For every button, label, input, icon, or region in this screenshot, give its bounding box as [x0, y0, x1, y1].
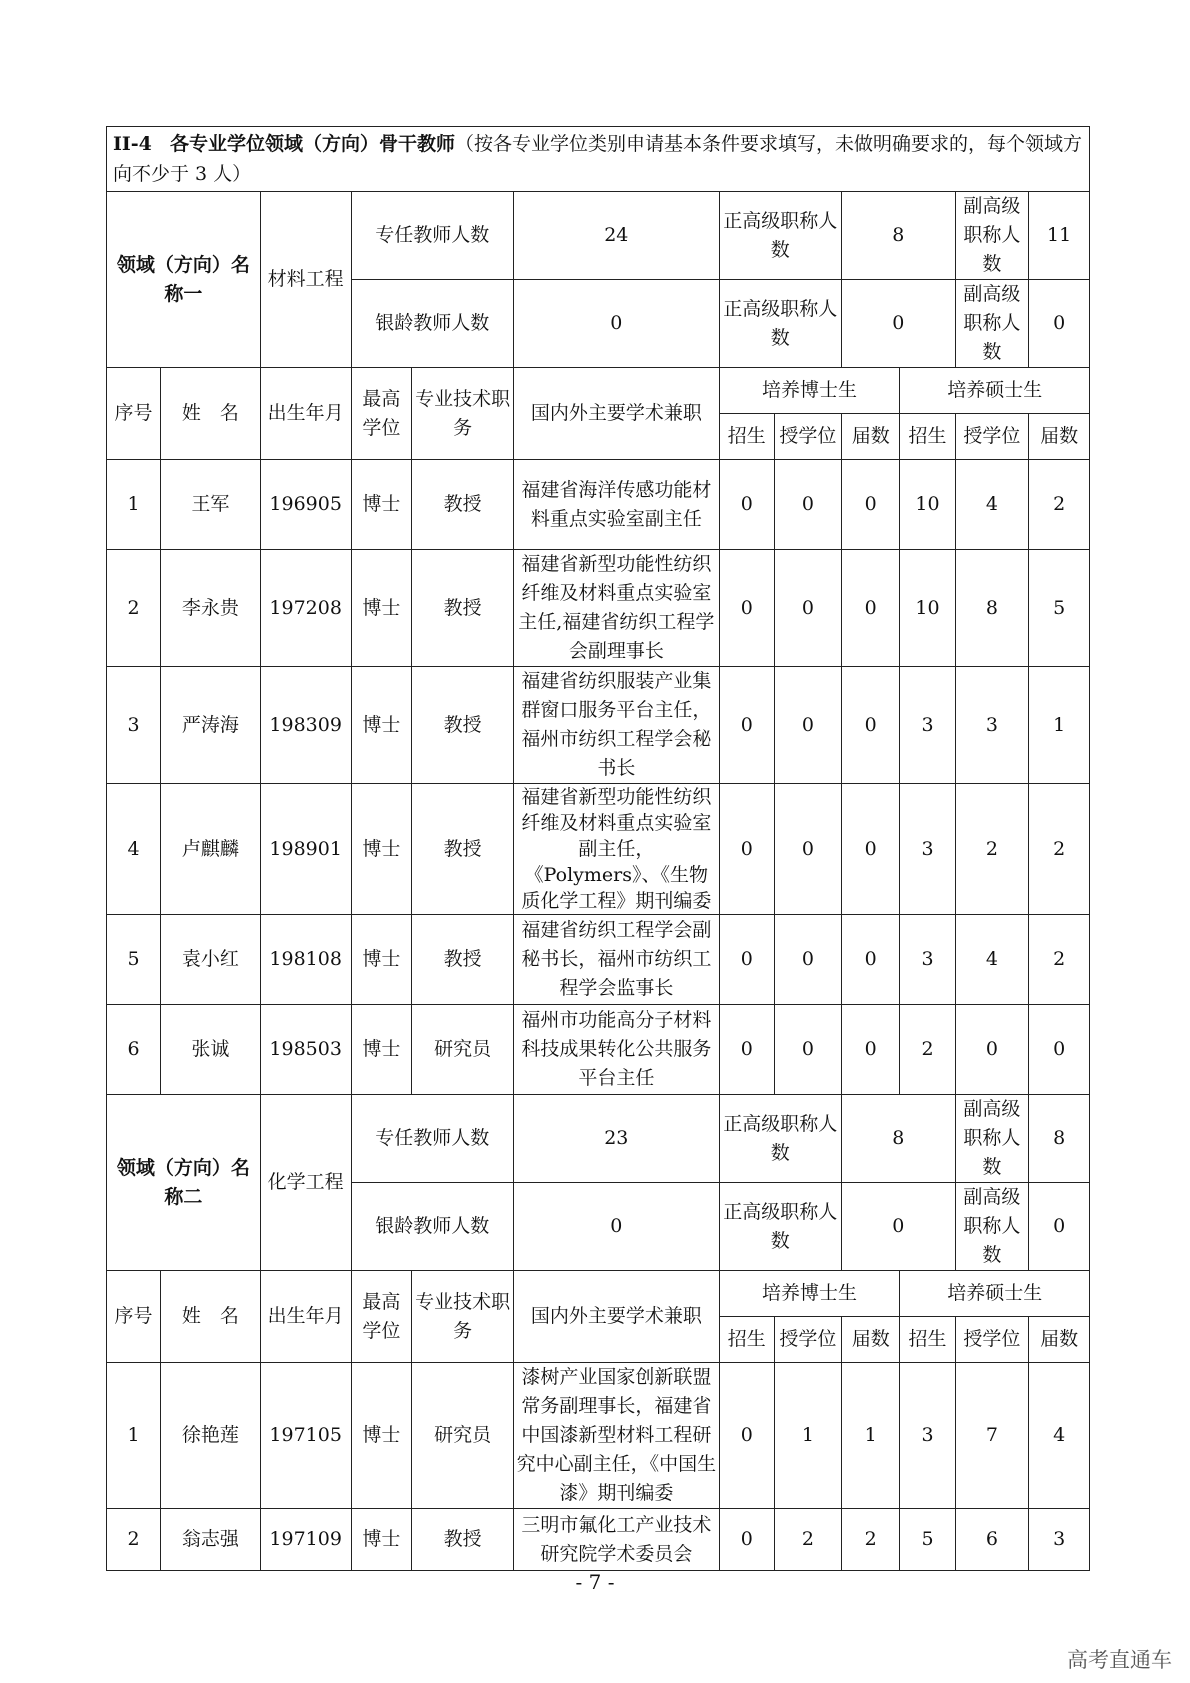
cell-phd-grant: 0 [774, 667, 841, 784]
cell-birth: 197208 [260, 550, 351, 667]
label-senior-vice: 副高级职称人数 [955, 1095, 1029, 1183]
value-senior-full: 8 [841, 1095, 955, 1183]
cell-title: 教授 [412, 667, 514, 784]
cell-title: 研究员 [412, 1363, 514, 1509]
table-row [107, 784, 1090, 915]
field-name: 材料工程 [260, 192, 351, 368]
cell-master-cohorts: 2 [1029, 915, 1090, 1005]
cell-birth: 197105 [260, 1363, 351, 1509]
cell-phd-grant: 0 [774, 1005, 841, 1095]
cell-birth: 197109 [260, 1509, 351, 1571]
cell-master-grant: 8 [955, 550, 1029, 667]
cell-seq: 2 [107, 550, 161, 667]
table-row [107, 1509, 1090, 1571]
header-master: 培养硕士生 [900, 1271, 1090, 1317]
cell-title: 教授 [412, 550, 514, 667]
table-row [107, 915, 1090, 1005]
cell-phd-grant: 0 [774, 784, 841, 915]
value-silver-senior-vice: 0 [1029, 1183, 1090, 1271]
cell-master-enroll: 10 [900, 460, 955, 550]
cell-seq: 1 [107, 460, 161, 550]
value-senior-full: 8 [841, 192, 955, 280]
cell-phd-enroll: 0 [719, 460, 774, 550]
header-master-cohorts: 届数 [1029, 414, 1090, 460]
cell-title: 教授 [412, 915, 514, 1005]
label-senior-full: 正高级职称人数 [719, 1095, 841, 1183]
cell-degree: 博士 [351, 1509, 412, 1571]
table-row [107, 1363, 1090, 1509]
field-summary-row [107, 1095, 1090, 1183]
cell-roles: 福建省海洋传感功能材料重点实验室副主任 [513, 460, 719, 550]
cell-master-grant: 0 [955, 1005, 1029, 1095]
cell-master-cohorts: 2 [1029, 784, 1090, 915]
cell-master-cohorts: 4 [1029, 1363, 1090, 1509]
cell-seq: 3 [107, 667, 161, 784]
value-silver-senior-full: 0 [841, 1183, 955, 1271]
cell-name: 卢麒麟 [161, 784, 261, 915]
header-degree: 最高学位 [351, 1271, 412, 1363]
cell-name: 徐艳莲 [161, 1363, 261, 1509]
cell-degree: 博士 [351, 1363, 412, 1509]
cell-phd-enroll: 0 [719, 1363, 774, 1509]
header-phd-enroll: 招生 [719, 414, 774, 460]
header-degree: 最高学位 [351, 368, 412, 460]
cell-phd-cohorts: 0 [841, 550, 899, 667]
cell-name: 严涛海 [161, 667, 261, 784]
cell-name: 翁志强 [161, 1509, 261, 1571]
cell-name: 张诚 [161, 1005, 261, 1095]
cell-master-cohorts: 2 [1029, 460, 1090, 550]
section-header-row [107, 127, 1090, 192]
cell-phd-enroll: 0 [719, 1005, 774, 1095]
cell-birth: 198108 [260, 915, 351, 1005]
cell-seq: 5 [107, 915, 161, 1005]
cell-phd-grant: 1 [774, 1363, 841, 1509]
value-silver-senior-full: 0 [841, 280, 955, 368]
cell-master-enroll: 2 [900, 1005, 955, 1095]
value-senior-vice: 8 [1029, 1095, 1090, 1183]
cell-roles: 福建省纺织服装产业集群窗口服务平台主任，福州市纺织工程学会秘书长 [513, 667, 719, 784]
page-number: - 7 - [575, 1570, 615, 1594]
header-birth: 出生年月 [260, 368, 351, 460]
header-title: 专业技术职 务 [412, 368, 514, 460]
header-phd-grant: 授学位 [774, 414, 841, 460]
cell-degree: 博士 [351, 667, 412, 784]
cell-phd-cohorts: 0 [841, 1005, 899, 1095]
value-silver: 0 [513, 1183, 719, 1271]
cell-seq: 6 [107, 1005, 161, 1095]
cell-master-enroll: 5 [900, 1509, 955, 1571]
cell-roles: 福建省纺织工程学会副秘书长，福州市纺织工程学会监事长 [513, 915, 719, 1005]
cell-seq: 1 [107, 1363, 161, 1509]
header-phd: 培养博士生 [719, 368, 900, 414]
cell-master-grant: 6 [955, 1509, 1029, 1571]
cell-phd-enroll: 0 [719, 550, 774, 667]
cell-degree: 博士 [351, 915, 412, 1005]
label-silver: 银龄教师人数 [351, 1183, 513, 1271]
field-label: 领域（方向）名称二 [107, 1095, 261, 1271]
cell-phd-enroll: 0 [719, 1509, 774, 1571]
cell-master-cohorts: 5 [1029, 550, 1090, 667]
header-master: 培养硕士生 [900, 368, 1090, 414]
table-row [107, 1005, 1090, 1095]
cell-roles: 福州市功能高分子材料科技成果转化公共服务平台主任 [513, 1005, 719, 1095]
section-title [107, 127, 1090, 192]
cell-degree: 博士 [351, 784, 412, 915]
cell-phd-cohorts: 1 [841, 1363, 899, 1509]
cell-degree: 博士 [351, 1005, 412, 1095]
header-master-grant: 授学位 [955, 414, 1029, 460]
label-silver: 银龄教师人数 [351, 280, 513, 368]
cell-title: 教授 [412, 1509, 514, 1571]
cell-master-cohorts: 0 [1029, 1005, 1090, 1095]
header-phd-cohorts: 届数 [841, 1317, 899, 1363]
cell-master-enroll: 3 [900, 784, 955, 915]
cell-roles: 三明市氟化工产业技术研究院学术委员会 [513, 1509, 719, 1571]
label-full-time: 专任教师人数 [351, 1095, 513, 1183]
cell-phd-cohorts: 0 [841, 667, 899, 784]
cell-phd-grant: 2 [774, 1509, 841, 1571]
backbone-teachers-table [106, 126, 1090, 1571]
cell-master-enroll: 10 [900, 550, 955, 667]
label-silver-senior-full: 正高级职称人数 [719, 280, 841, 368]
header-roles: 国内外主要学术兼职 [513, 1271, 719, 1363]
column-header-row [107, 1271, 1090, 1317]
cell-seq: 4 [107, 784, 161, 915]
cell-master-enroll: 3 [900, 915, 955, 1005]
field-name: 化学工程 [260, 1095, 351, 1271]
header-roles: 国内外主要学术兼职 [513, 368, 719, 460]
cell-title: 教授 [412, 460, 514, 550]
label-silver-senior-full: 正高级职称人数 [719, 1183, 841, 1271]
value-silver-senior-vice: 0 [1029, 280, 1090, 368]
header-seq: 序号 [107, 368, 161, 460]
cell-master-enroll: 3 [900, 1363, 955, 1509]
cell-name: 袁小红 [161, 915, 261, 1005]
section-heading: 各专业学位领域（方向）骨干教师 [170, 133, 456, 155]
cell-roles: 福建省新型功能性纺织纤维及材料重点实验室副主任，《Polymers》、《生物质化学工程》期刊编委 [513, 784, 719, 915]
cell-master-cohorts: 1 [1029, 667, 1090, 784]
cell-phd-grant: 0 [774, 915, 841, 1005]
cell-phd-cohorts: 2 [841, 1509, 899, 1571]
watermark-text: 高考直通车 [1067, 1648, 1172, 1672]
header-phd-enroll: 招生 [719, 1317, 774, 1363]
header-master-enroll: 招生 [900, 1317, 955, 1363]
field-summary-row [107, 192, 1090, 280]
cell-degree: 博士 [351, 460, 412, 550]
cell-master-enroll: 3 [900, 667, 955, 784]
value-full-time: 23 [513, 1095, 719, 1183]
field-label: 领域（方向）名称一 [107, 192, 261, 368]
header-title: 专业技术职 务 [412, 1271, 514, 1363]
cell-birth: 198901 [260, 784, 351, 915]
cell-phd-enroll: 0 [719, 667, 774, 784]
value-senior-vice: 11 [1029, 192, 1090, 280]
section-code: II-4 [113, 133, 152, 155]
cell-title: 教授 [412, 784, 514, 915]
cell-title: 研究员 [412, 1005, 514, 1095]
header-phd: 培养博士生 [719, 1271, 900, 1317]
cell-seq: 2 [107, 1509, 161, 1571]
cell-master-grant: 3 [955, 667, 1029, 784]
column-header-row [107, 368, 1090, 414]
table-row [107, 460, 1090, 550]
header-phd-cohorts: 届数 [841, 414, 899, 460]
cell-phd-enroll: 0 [719, 784, 774, 915]
cell-phd-enroll: 0 [719, 915, 774, 1005]
cell-phd-grant: 0 [774, 460, 841, 550]
cell-phd-cohorts: 0 [841, 784, 899, 915]
header-seq: 序号 [107, 1271, 161, 1363]
section-note: （按各专业学位类别申请基本条件要求填写，未做明确要求的，每个领域方向不少于 3 人） [113, 133, 1083, 185]
cell-phd-cohorts: 0 [841, 915, 899, 1005]
header-phd-grant: 授学位 [774, 1317, 841, 1363]
header-master-grant: 授学位 [955, 1317, 1029, 1363]
table-row [107, 667, 1090, 784]
header-name: 姓 名 [161, 1271, 261, 1363]
header-master-cohorts: 届数 [1029, 1317, 1090, 1363]
cell-roles: 漆树产业国家创新联盟常务副理事长，福建省中国漆新型材料工程研究中心副主任，《中国生漆》期刊编委 [513, 1363, 719, 1509]
value-full-time: 24 [513, 192, 719, 280]
label-senior-vice: 副高级职称人数 [955, 192, 1029, 280]
cell-phd-grant: 0 [774, 550, 841, 667]
value-silver: 0 [513, 280, 719, 368]
cell-birth: 198503 [260, 1005, 351, 1095]
label-full-time: 专任教师人数 [351, 192, 513, 280]
label-silver-senior-vice: 副高级职称人数 [955, 1183, 1029, 1271]
header-master-enroll: 招生 [900, 414, 955, 460]
cell-master-grant: 2 [955, 784, 1029, 915]
label-senior-full: 正高级职称人数 [719, 192, 841, 280]
cell-name: 王军 [161, 460, 261, 550]
cell-master-grant: 4 [955, 460, 1029, 550]
table-row [107, 550, 1090, 667]
cell-birth: 196905 [260, 460, 351, 550]
cell-master-grant: 7 [955, 1363, 1029, 1509]
header-birth: 出生年月 [260, 1271, 351, 1363]
cell-degree: 博士 [351, 550, 412, 667]
cell-phd-cohorts: 0 [841, 460, 899, 550]
cell-roles: 福建省新型功能性纺织纤维及材料重点实验室主任,福建省纺织工程学会副理事长 [513, 550, 719, 667]
cell-master-grant: 4 [955, 915, 1029, 1005]
cell-master-cohorts: 3 [1029, 1509, 1090, 1571]
label-silver-senior-vice: 副高级职称人数 [955, 280, 1029, 368]
cell-name: 李永贵 [161, 550, 261, 667]
cell-birth: 198309 [260, 667, 351, 784]
header-name: 姓 名 [161, 368, 261, 460]
